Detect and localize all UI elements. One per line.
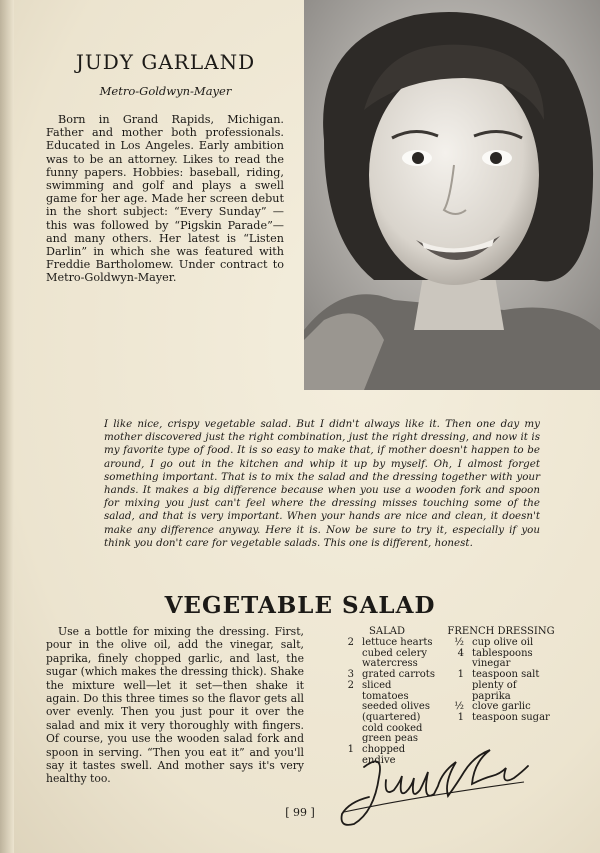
list-item: ½ cup olive oil xyxy=(454,637,534,648)
studio-name: Metro-Goldwyn-Mayer xyxy=(99,84,232,98)
dressing-ingredient-list xyxy=(450,638,560,724)
list-item: (quartered) xyxy=(362,711,421,723)
list-item: 1 teaspoon sugar xyxy=(457,711,550,723)
list-item: paprika xyxy=(472,690,511,702)
list-item: 2 lettuce hearts xyxy=(347,637,433,648)
list-item: 2 sliced tomatoes xyxy=(347,679,409,702)
list-item: vinegar xyxy=(472,658,511,670)
list-item: 1 teaspoon salt xyxy=(457,669,540,681)
list-item: 4 tablespoons xyxy=(457,647,533,659)
dressing-heading: FRENCH DRESSING xyxy=(447,626,555,637)
binding-shadow xyxy=(0,0,14,853)
list-item: green peas xyxy=(362,733,419,745)
star-quote: I like nice, crispy vegetable salad. But I didn't always like it. Then one day my mother discovered just the right combination, just the right dressing, and now it is my favorite type of food. It is so easy to make that, if mother doesn't happen to be around, I go out in the kitchen and whip it up by myself. Oh, I almost forget something important. That is to mix the salad and the dressing together with your hands. It makes a big difference because when you use a wooden fork and spoon for mixing you just can't feel where the dressing misses touching some of the salad, and that is very important. When your hands are nice and clean, it doesn't make any difference anyway. Here it is. Now be sure to try it, especially if you think you don't care for vegetable salads. This one is different, honest. xyxy=(104,418,540,549)
portrait-photo xyxy=(304,0,600,390)
list-item: cubed celery xyxy=(362,647,428,659)
page-number: [ 99 ] xyxy=(285,806,315,819)
portrait-illustration xyxy=(304,0,600,390)
list-item: cold cooked xyxy=(362,722,423,734)
list-item: watercress xyxy=(362,658,418,670)
list-item: plenty of xyxy=(472,679,517,691)
recipe-title: VEGETABLE SALAD xyxy=(164,592,436,619)
signature-icon xyxy=(324,742,534,832)
list-item: ½ clove garlic xyxy=(454,701,531,713)
list-item: 1 chopped endive xyxy=(347,744,406,766)
list-item: 3 grated carrots xyxy=(347,669,435,681)
salad-heading: SALAD xyxy=(369,626,405,637)
star-name: JUDY GARLAND xyxy=(75,50,256,74)
star-biography: Born in Grand Rapids, Michigan. Father and mother both professionals. Educated in Los Angeles. Early ambition was to be an attorney. Likes to read the funny papers. Hobbies: baseball, riding, swimming and golf and plays a swell game for her age. Made her screen debut in the short subject: “Every Sunday” —this was followed by “Pigskin Parade”—and many others. Her latest is “Listen Darlin” in which she was featured with Freddie Bartholomew. Under contract to Metro-Goldwyn-Mayer. xyxy=(46,113,284,285)
list-item: seeded olives xyxy=(362,701,430,713)
recipe-method: Use a bottle for mixing the dressing. First, pour in the olive oil, add the vinegar, salt, paprika, finely chopped garlic, and last, the sugar (which makes the dressing thick). Shake the mixture well—let it set—then shake it again. Do this three times so the flavor gets all over evenly. Then you just pour it over the salad and mix it very thoroughly with fingers. Of course, you use the wooden salad fork and spoon in serving. “Then you eat it” and you'll say it tastes swell. And mother says it's very healthy too. xyxy=(46,625,304,786)
